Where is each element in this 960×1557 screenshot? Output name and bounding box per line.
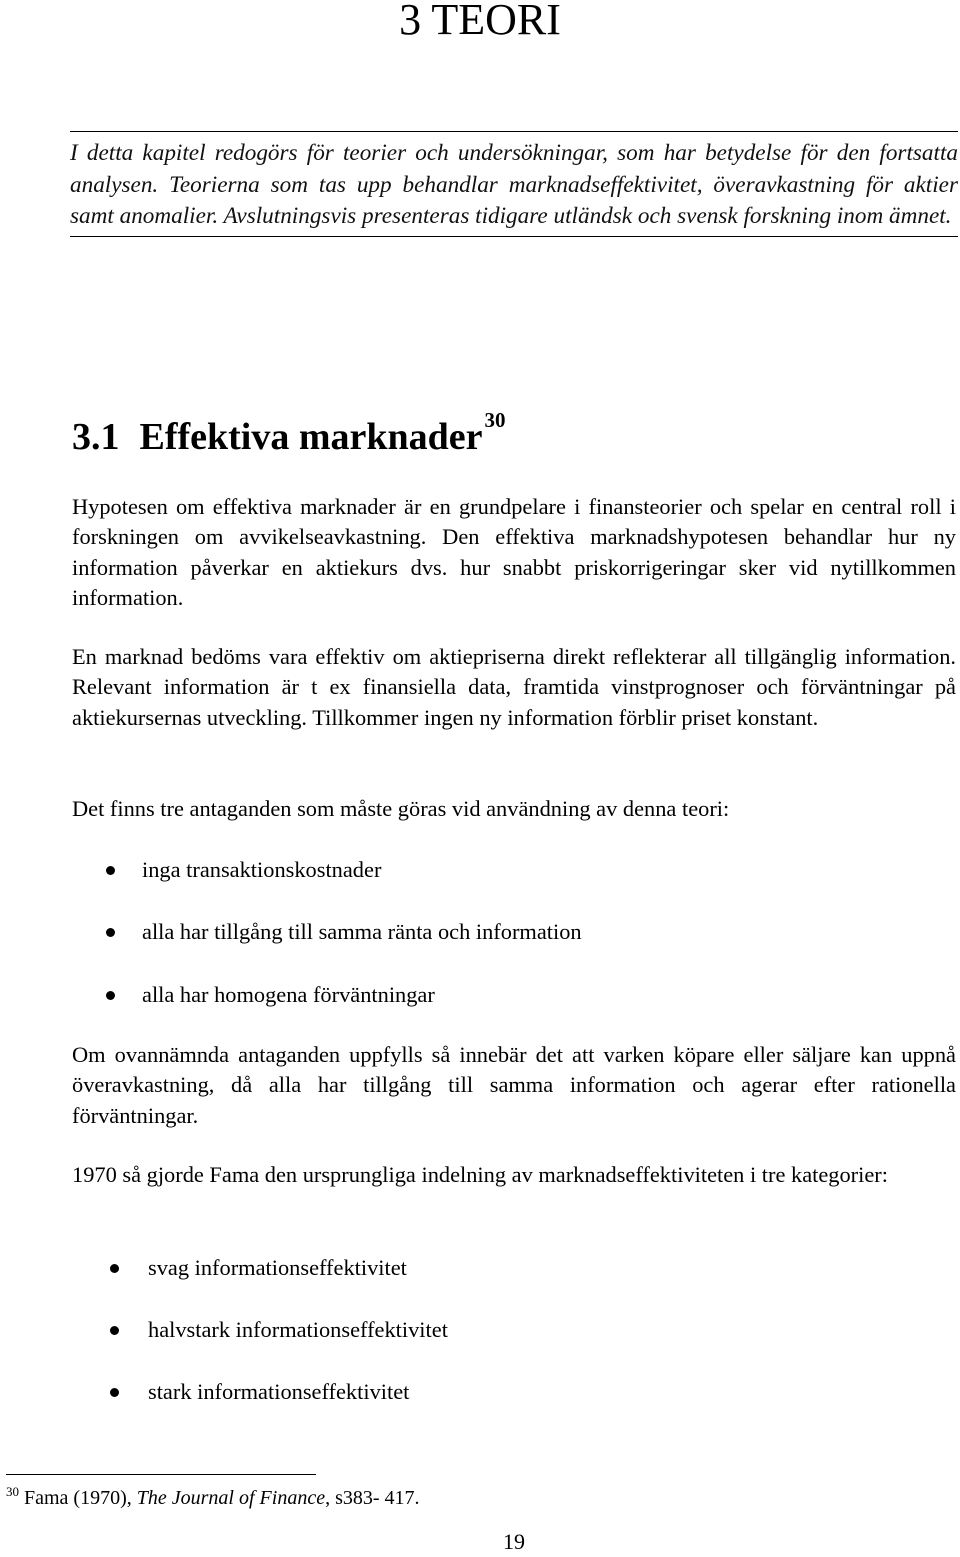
list-item-text: alla har homogena förväntningar [142, 982, 435, 1007]
chapter-intro-text: I detta kapitel redogörs för teorier och undersökningar, som har betydelse för den fortsatta analysen. Teorierna som tas upp behandlar marknadseffektivitet, överavkastning för aktier samt anomalier. Avslutningsvis presenteras tidigare utländsk och svensk forskning inom ämnet. [70, 140, 958, 229]
list-item-text: stark informationseffektivitet [148, 1379, 410, 1404]
footnote-number: 30 [6, 1484, 19, 1499]
footnote-pages: , s383- 417. [325, 1487, 420, 1509]
list-item-text: halvstark informationseffektivitet [148, 1317, 448, 1342]
section-title: Effektiva marknader [139, 416, 483, 458]
bullet-icon [110, 1264, 119, 1273]
footnote-author: Fama (1970), [24, 1487, 132, 1509]
paragraph-assumptions-intro: Det finns tre antaganden som måste göras vid användning av denna teori: [72, 796, 730, 821]
bullet-icon [106, 928, 115, 937]
chapter-title: 3 TEORI [399, 0, 561, 44]
list-item-text: alla har tillgång till samma ränta och information [142, 919, 582, 944]
footnote-divider [6, 1474, 316, 1475]
paragraph-efficient-market: En marknad bedöms vara effektiv om aktiepriserna direkt reflekterar all tillgänglig information. Relevant information är t ex finansiella data, framtida vinstprognoser och förväntningar på aktiekursernas utveckling. Tillkommer ingen ny information förblir priset konstant. [72, 644, 956, 730]
list-item-text: inga transaktionskostnader [142, 857, 382, 882]
paragraph-fama-intro: 1970 så gjorde Fama den ursprungliga indelning av marknadseffektiviteten i tre kategorier: [72, 1162, 888, 1187]
list-item-text: svag informationseffektivitet [148, 1255, 407, 1280]
footnote-journal: The Journal of Finance [136, 1487, 326, 1509]
section-heading [72, 408, 506, 462]
bullet-icon [106, 991, 115, 1000]
bullet-icon [110, 1388, 119, 1397]
page-number: 19 [503, 1529, 525, 1554]
bullet-icon [110, 1326, 119, 1335]
paragraph-hypothesis: Hypotesen om effektiva marknader är en grundpelare i finansteorier och spelar en central roll i forskningen om avvikelseavkastning. Den effektiva marknadshypotesen behandlar hur ny information påverkar en aktiekurs dvs. hur snabbt priskorrigeringar sker vid nytillkommen information. [72, 494, 956, 611]
footnote [6, 1484, 420, 1512]
bullet-icon [106, 866, 115, 875]
section-number: 3.1 [72, 416, 120, 458]
chapter-intro-box [70, 131, 958, 237]
paragraph-consequence: Om ovannämnda antaganden uppfylls så innebär det att varken köpare eller säljare kan uppnå överavkastning, då alla har tillgång till samma information och agerar efter rationella förväntningar. [72, 1042, 956, 1128]
footnote-reference[interactable]: 30 [484, 408, 506, 432]
